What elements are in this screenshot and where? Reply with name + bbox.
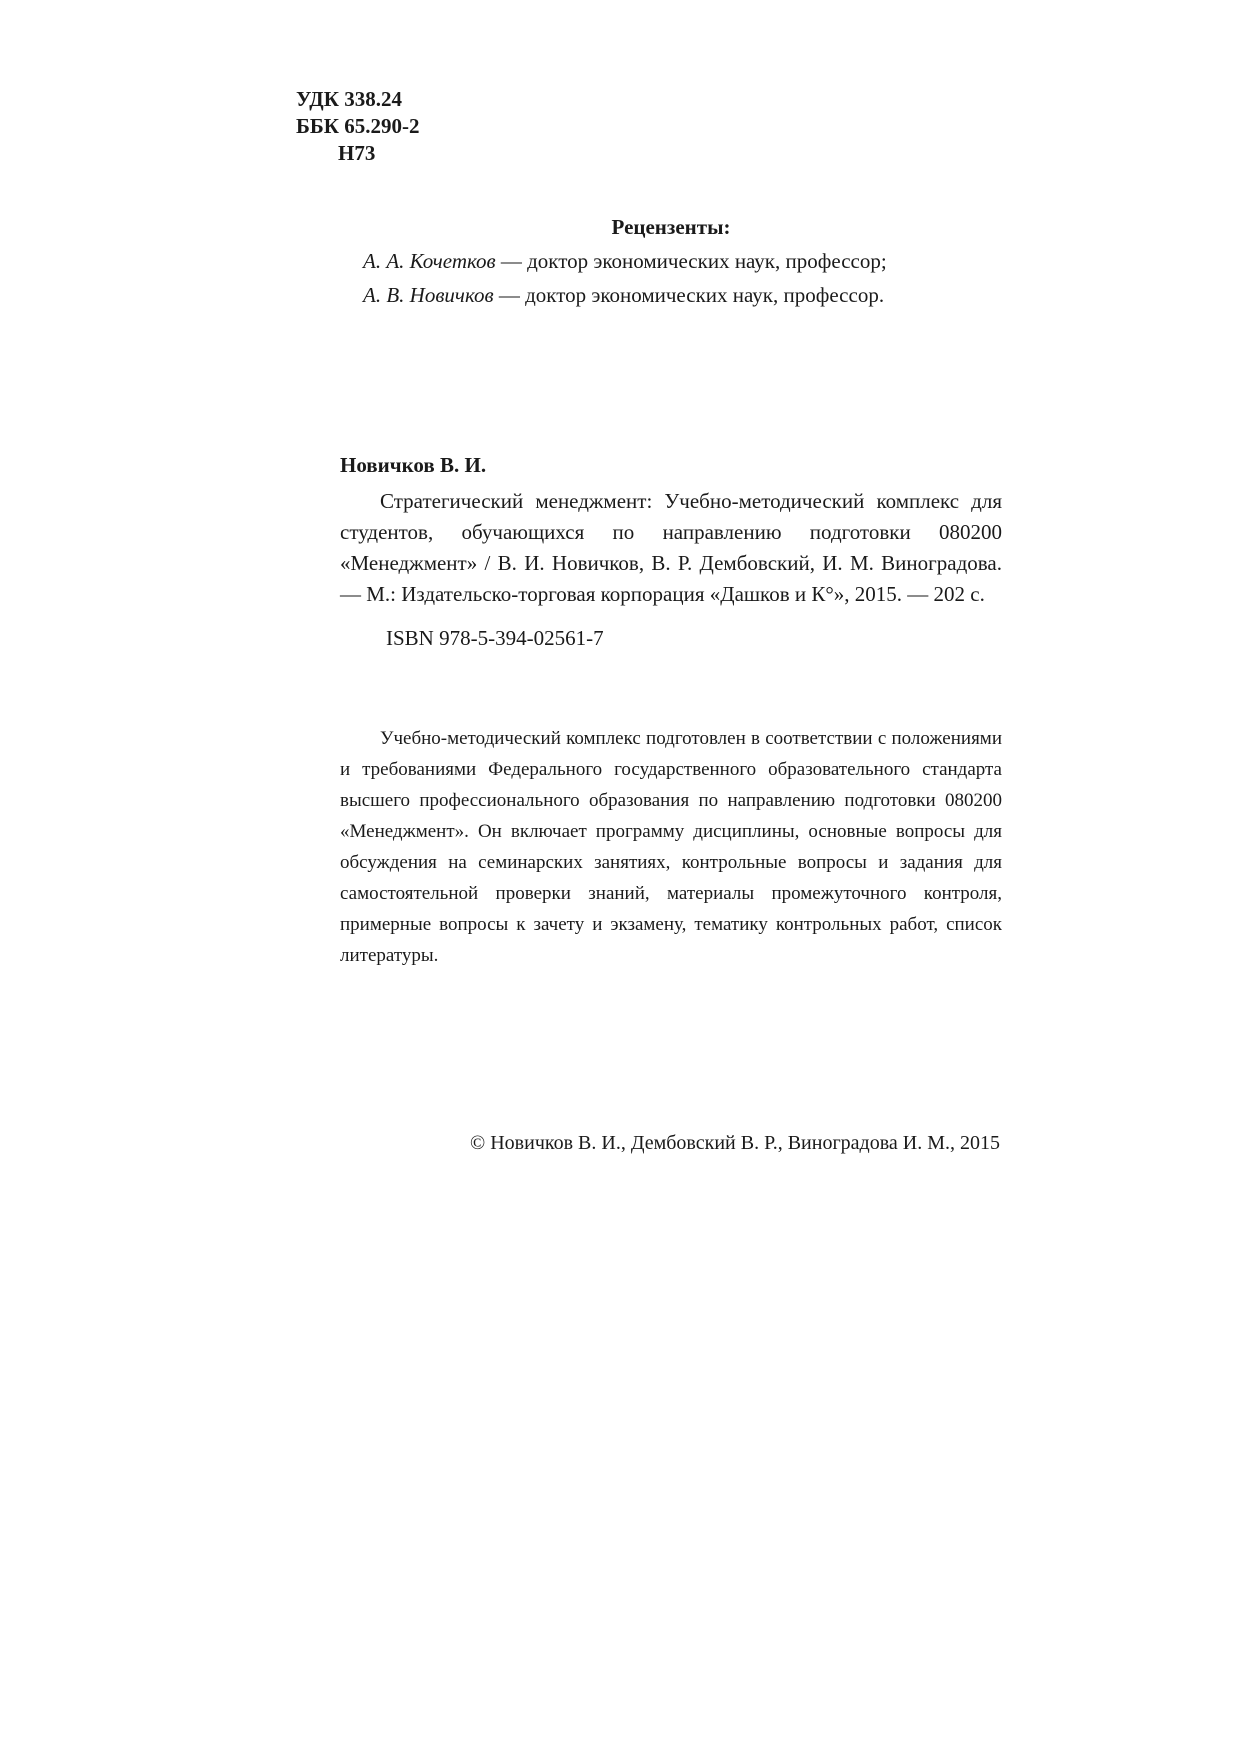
bbk-code: ББК 65.290-2 bbox=[296, 114, 420, 138]
annotation: Учебно-методический комплекс подготовлен в соответствии с положениями и требованиями Федерального государственного образовательного стандарта высшего профессионального образования по направлению подготовки 080200 «Менеджмент». Он включает программу дисциплины, основные вопросы для обсуждения на семинарских занятиях, контрольные вопросы и задания для самостоятельной проверки знаний, материалы промежуточного контроля, примерные вопросы к зачету и экзамену, тематику контрольных работ, список литературы. bbox=[340, 728, 1002, 966]
reviewer-item bbox=[340, 244, 1000, 278]
author-mark: Н73 bbox=[338, 141, 376, 165]
reviewer-description: — доктор экономических наук, профессор. bbox=[493, 283, 885, 307]
copyright-notice: © Новичков В. И., Дембовский В. Р., Виноградова И. М., 2015 bbox=[470, 1132, 1000, 1154]
reviewer-item bbox=[340, 278, 1000, 312]
reviewer-name: А. В. Новичков bbox=[363, 283, 494, 307]
reviewer-name: А. А. Кочетков bbox=[363, 249, 496, 273]
classification-codes bbox=[296, 86, 420, 167]
bibliography-author: Новичков В. И. bbox=[340, 453, 487, 477]
reviewers-heading: Рецензенты: bbox=[611, 215, 731, 239]
bibliography-entry: Стратегический менеджмент: Учебно-методический комплекс для студентов, обучающихся по направлению подготовки 080200 «Менеджмент» / В. И. Новичков, В. Р. Дембовский, И. М. Виноградова. — М.: Издательско-торговая корпорация «Дашков и К°», 2015. — 202 с. bbox=[340, 489, 1002, 606]
reviewer-description: — доктор экономических наук, профессор; bbox=[495, 249, 887, 273]
isbn: ISBN 978-5-394-02561-7 bbox=[386, 626, 604, 650]
udk-code: УДК 338.24 bbox=[296, 87, 402, 111]
reviewers-section bbox=[340, 210, 1000, 312]
bibliographic-record bbox=[340, 450, 1002, 653]
